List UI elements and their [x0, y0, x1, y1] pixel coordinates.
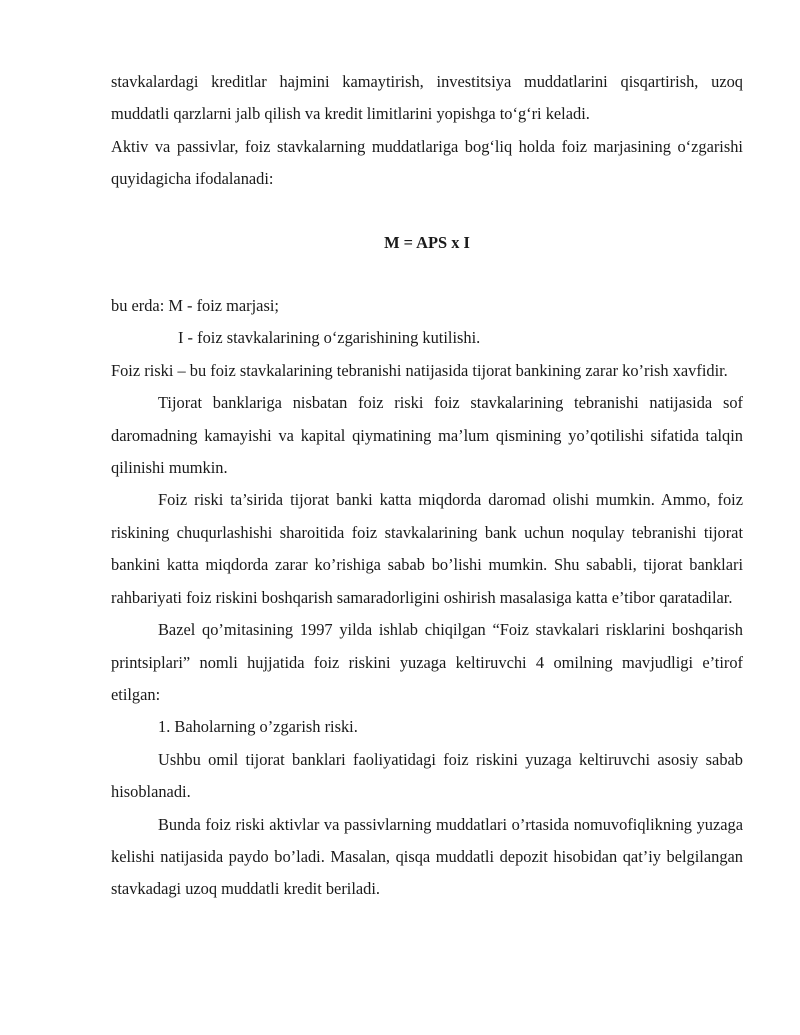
paragraph-definition: Foiz riski – bu foiz stavkalarining tebranishi natijasida tijorat bankining zarar ko’rish xavfidir.: [111, 360, 728, 380]
formula: M = APS x I: [384, 232, 470, 252]
paragraph-effects: Foiz riski ta’sirida tijorat banki katta miqdorda daromad olishi mumkin. Ammo, foiz riskining chuqurlashishi sharoitida foiz stavkalarining bank uchun noqulay tebranishi tijorat bankini katta miqdorda zarar ko’rishiga sabab bo’lishi mumkin. Shu sababli, tijorat banklari rahbariyati foiz riskini boshqarish samaradorligini oshirish masalasiga katta e’tibor qaratadilar.: [111, 490, 743, 607]
paragraph-basel: Bazel qo’mitasining 1997 yilda ishlab chiqilgan “Foiz stavkalari risklarini boshqarish printsiplari” nomli hujjatida foiz riskini yuzaga keltiruvchi 4 omilning mavjudligi e’tirof etilgan:: [111, 620, 743, 704]
formula-legend-m: bu erda: M - foiz marjasi;: [111, 296, 279, 316]
paragraph-margin-intro: Aktiv va passivlar, foiz stavkalarning muddatlariga bog‘liq holda foiz marjasining o‘zgarishi quyidagicha ifodalanadi:: [111, 136, 743, 189]
list-item-1: 1. Baholarning o’zgarish riski.: [158, 717, 358, 737]
paragraph-factor: Ushbu omil tijorat banklari faoliyatidagi foiz riskini yuzaga keltiruvchi asosiy sabab hisoblanadi.: [111, 749, 743, 802]
document-page: [111, 66, 743, 906]
paragraph-continuation: stavkalardagi kreditlar hajmini kamaytirish, investitsiya muddatlarini qisqartirish, uzoq muddatli qarzlarni jalb qilish va kredit limitlarini yopishga to‘g‘ri keladi.: [111, 72, 743, 124]
paragraph-interpretation: Tijorat banklariga nisbatan foiz riski foiz stavkalarining tebranishi natijasida sof daromadning kamayishi va kapital qiymatining ma’lum qismining yo’qotilishi sifatida talqin qilinishi mumkin.: [111, 393, 743, 478]
formula-legend-i: I - foiz stavkalarining o‘zgarishining kutilishi.: [178, 328, 481, 348]
paragraph-example: Bunda foiz riski aktivlar va passivlarning muddatlari o’rtasida nomuvofiqlikning yuzaga kelishi natijasida paydo bo’ladi. Masalan, qisqa muddatli depozit hisobidan qat’iy belgilangan stavkadagi uzoq muddatli kredit beriladi.: [111, 814, 743, 899]
